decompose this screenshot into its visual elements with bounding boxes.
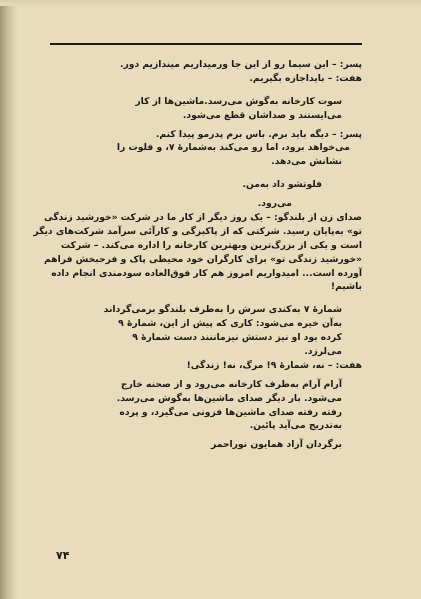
stage-direction: به‌تدریج می‌آید پائین. <box>249 420 342 432</box>
dialogue-line: فلوتشو داد به‌من. <box>242 179 322 191</box>
page-text <box>33 58 362 452</box>
top-edge <box>0 0 421 6</box>
stage-direction: شمارهٔ ۷ به‌کندی سرش را به‌طرف بلندگو برمی‌گرداند <box>103 304 342 316</box>
stage-direction: می‌لرزد. <box>304 346 342 358</box>
binding-shadow <box>0 0 18 599</box>
dialogue-line: باشیم! <box>330 281 362 293</box>
dialogue-line: است و یکی از بزرگ‌ترین وبهترین کارخانه را اداره می‌کند. – شرکت <box>60 239 362 251</box>
stage-direction: کرده بود او نیز دستش نیزماننند دست شمارهٔ ۹ <box>132 332 342 344</box>
dialogue-line: آورده است... امیدواریم امروز هم کار فوق‌العاده سودمندی انجام داده <box>51 267 362 279</box>
dialogue-line: «خورشید زندگی تو» برای کارگران خود محیطی پاک و فرحبخش فراهم <box>44 253 362 265</box>
stage-direction: رفته رفته صدای ماشین‌ها فزونی می‌گیرد، و پرده <box>119 406 342 418</box>
dialogue-line: پسر: – این سیما رو از این جا ورمیداریم میندازیم دور. <box>119 59 362 70</box>
stage-direction: نشانش می‌دهد. <box>271 156 342 168</box>
stage-direction: آرام آرام به‌طرف کارخانه می‌رود و از صحنه خارج <box>120 378 342 390</box>
dialogue-line: تو» به‌پایان رسید. شرکتی که از پاکیزگی و کارآئی سرآمد شرکت‌های دیگر <box>33 225 362 237</box>
header-rule <box>50 43 362 45</box>
dialogue-line: صدای زن از بلندگو: – یک روز دیگر از کار ما در شرکت «خورشید زندگی <box>44 212 362 224</box>
stage-direction: سوت کارخانه به‌گوش می‌رسد.ماشین‌ها از کار <box>135 95 342 107</box>
dialogue-line: هفت: – بایداجازه بگیریم. <box>249 72 362 84</box>
translator-credit: برگردان آزاد همایون نوراحمر <box>210 439 342 451</box>
stage-direction: می‌رود. <box>257 198 292 210</box>
dialogue-line: هفت: – نه، شمارهٔ ۹! مرگ، نه! زندگی! <box>186 359 362 371</box>
stage-direction: به‌آن خیره می‌شود: کاری که پیش از این، شمارهٔ ۹ <box>118 318 342 330</box>
stage-direction: می‌خواهد برود، اما رو می‌کند به‌شمارهٔ ۷، و فلوت را <box>116 142 350 154</box>
stage-direction: می‌شود. بار دیگر صدای ماشین‌ها به‌گوش می‌رسد. <box>116 392 342 404</box>
page-number: ۷۴ <box>56 549 70 562</box>
dialogue-line: پسر: – دیگه باید برم. باس برم پدرمو پیدا کنم. <box>155 128 362 140</box>
stage-direction: می‌ایستند و صداشان قطع می‌شود. <box>182 109 342 121</box>
